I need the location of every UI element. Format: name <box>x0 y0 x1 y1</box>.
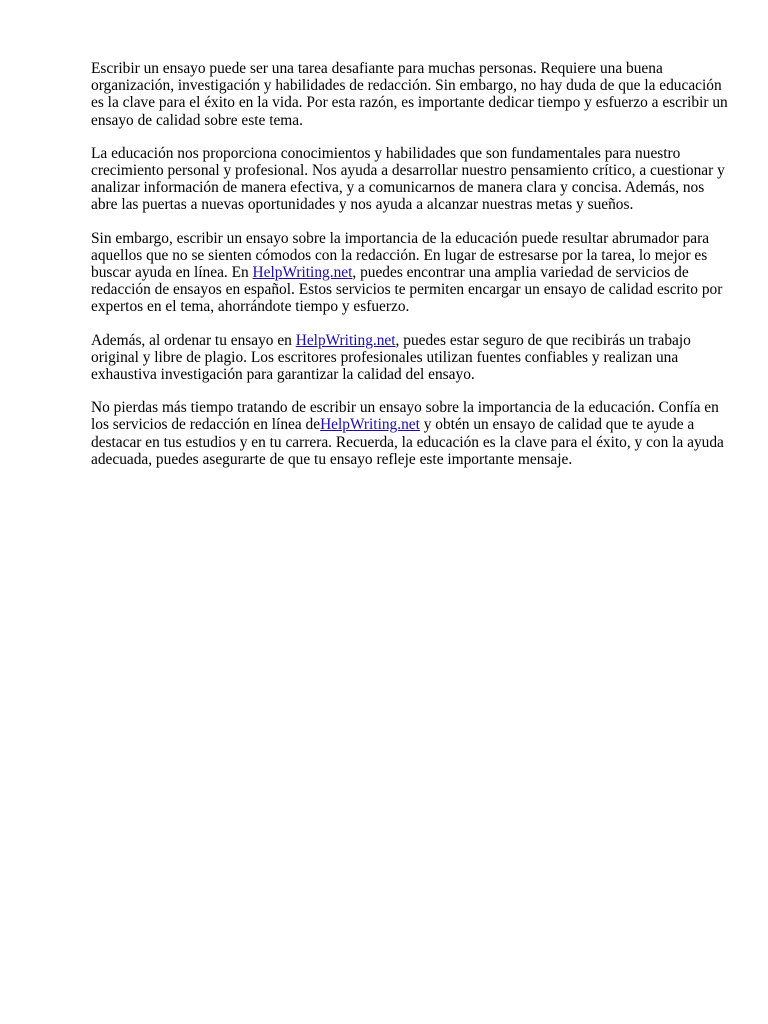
paragraph-help-online-text-after: , puedes encontrar una amplia variedad de servicios de redacción de ensayos en español. Estos servicios te permiten encargar un ensayo de calidad escrito por expertos en el tema, ahorrándote tiempo y esfuerzo. <box>91 264 723 316</box>
helpwriting-link[interactable]: HelpWriting.net <box>252 264 353 282</box>
paragraph-order-text-before: Además, al ordenar tu ensayo en <box>91 331 296 349</box>
paragraph-conclusion-text-before: No pierdas más tiempo tratando de escribir un ensayo sobre la importancia de la educación. Confía en los servicios de redacción en línea de <box>91 399 719 434</box>
helpwriting-link[interactable]: HelpWriting.net <box>295 331 396 349</box>
helpwriting-link[interactable]: HelpWriting.net <box>320 416 420 434</box>
paragraph-help-online-text-before: Sin embargo, escribir un ensayo sobre la importancia de la educación puede resultar abrumador para aquellos que no se sienten cómodos con la redacción. En lugar de estresarse por la tarea, lo mejor es buscar ayuda en línea. En <box>91 229 710 282</box>
document-body <box>91 60 731 484</box>
paragraph-order-text-after: , puedes estar seguro de que recibirás un trabajo original y libre de plagio. Los escritores profesionales utilizan fuentes confiables y realizan una exhaustiva investigación para garantizar la calidad del ensayo. <box>91 331 691 384</box>
paragraph-intro: Escribir un ensayo puede ser una tarea desafiante para muchas personas. Requiere una buena organización, investigación y habilidades de redacción. Sin embargo, no hay duda de que la educación es la clave para el éxito en la vida. Por esta razón, es importante dedicar tiempo y esfuerzo a escribir un ensayo de calidad sobre este tema. <box>91 60 728 129</box>
paragraph-help-online <box>91 230 731 316</box>
paragraph-conclusion <box>91 399 731 468</box>
paragraph-benefits: La educación nos proporciona conocimientos y habilidades que son fundamentales para nuestro crecimiento personal y profesional. Nos ayuda a desarrollar nuestro pensamiento crítico, a cuestionar y analizar información de manera efectiva, y a comunicarnos de manera clara y concisa. Además, nos abre las puertas a nuevas oportunidades y nos ayuda a alcanzar nuestras metas y sueños. <box>91 144 725 214</box>
paragraph-order <box>91 332 731 384</box>
paragraph-conclusion-text-after: y obtén un ensayo de calidad que te ayude a destacar en tus estudios y en tu carrera. Recuerda, la educación es la clave para el éxito, y con la ayuda adecuada, puedes asegurarte de que tu ensayo refleje este importante mensaje. <box>91 416 724 468</box>
